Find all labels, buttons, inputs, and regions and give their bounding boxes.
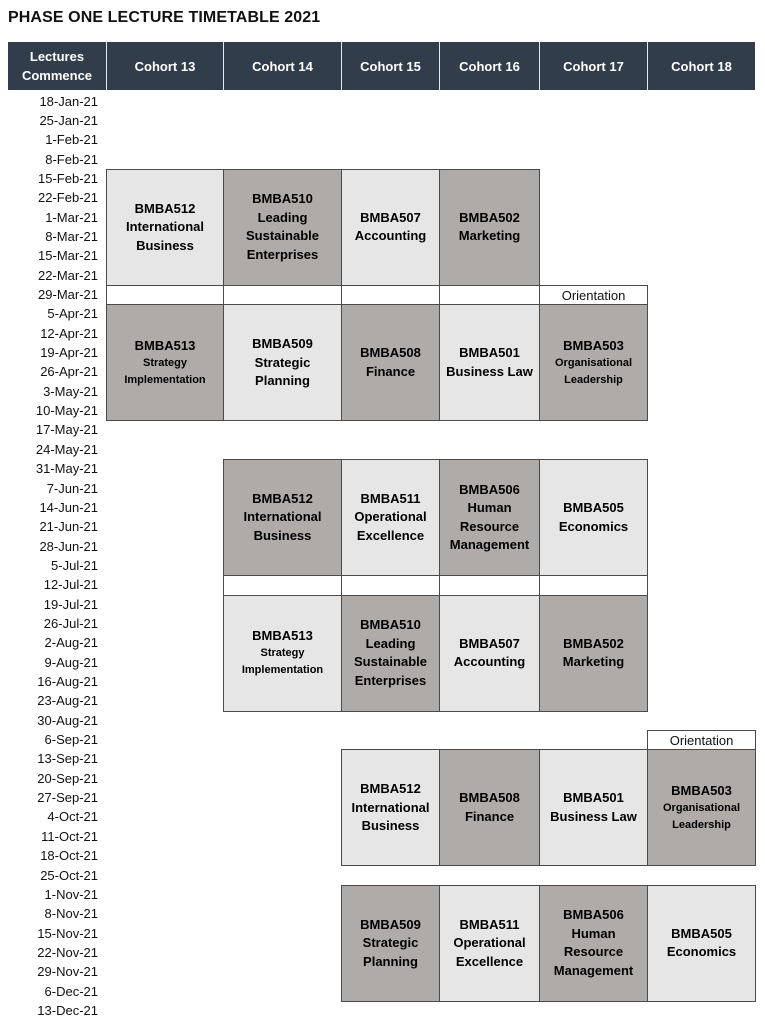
course-block [106, 169, 224, 286]
course-code: BMBA509 [360, 916, 421, 932]
date-row-label: 25-Oct-21 [40, 867, 98, 883]
course-code: BMBA507 [459, 635, 520, 651]
date-row-label: 15-Mar-21 [38, 248, 98, 264]
date-row-label: 21-Jun-21 [39, 519, 98, 535]
course-block [341, 304, 440, 421]
date-row-label: 1-Mar-21 [45, 209, 98, 225]
course-title-line: Sustainable [246, 228, 319, 244]
course-title-line: Excellence [455, 953, 524, 969]
course-block [439, 595, 540, 712]
header-cohort-16: Cohort 16 [439, 42, 539, 90]
date-row-label: 22-Nov-21 [37, 944, 98, 960]
course-title-line: Enterprises [246, 246, 319, 262]
course-title-line: Human [571, 925, 616, 941]
orientation-cell: Orientation [647, 730, 756, 750]
date-row-label: 15-Feb-21 [38, 170, 98, 186]
date-row-label: 11-Oct-21 [41, 828, 98, 844]
course-code: BMBA510 [360, 617, 421, 633]
course-code: BMBA501 [459, 345, 520, 361]
course-title-line: Leadership [564, 374, 623, 387]
date-row-label: 19-Jul-21 [43, 596, 98, 612]
course-code: BMBA511 [360, 490, 421, 506]
empty-cell [539, 575, 648, 595]
course-title-line: Organisational [662, 802, 741, 815]
date-row-label: 13-Sep-21 [37, 751, 98, 767]
empty-cell [106, 285, 224, 305]
date-row-label: 20-Sep-21 [37, 770, 98, 786]
course-code: BMBA512 [134, 200, 196, 216]
course-block [647, 885, 756, 1002]
course-title-line: Strategic [254, 354, 311, 370]
course-title-line: Business [253, 527, 312, 543]
date-row-label: 2-Aug-21 [44, 635, 98, 651]
course-title-line: Operational [453, 935, 526, 951]
course-code: BMBA510 [252, 191, 313, 207]
date-row-label: 29-Mar-21 [38, 287, 98, 302]
course-title-line: Human [467, 500, 512, 516]
date-row-label: 25-Jan-21 [39, 112, 98, 128]
empty-cell [223, 285, 342, 305]
course-title-line: Implementation [241, 664, 324, 677]
course-block [223, 304, 342, 421]
date-row-label: 12-Jul-21 [43, 577, 98, 593]
course-title-line: Strategy [260, 647, 305, 660]
date-row-label: 5-Apr-21 [47, 306, 98, 322]
course-block [106, 304, 224, 421]
header-lectures-commence [8, 42, 106, 90]
course-title-line: Planning [363, 953, 418, 969]
course-code: BMBA506 [459, 481, 520, 497]
course-title-line: Strategy [142, 357, 188, 370]
course-title-line: Business [361, 818, 420, 834]
date-row-label: 7-Jun-21 [46, 480, 98, 496]
course-title-line: Finance [464, 808, 515, 824]
course-block [539, 459, 648, 576]
course-title-line: Economics [558, 518, 629, 534]
course-title-line: International [125, 219, 204, 235]
course-title-line: Organisational [554, 357, 633, 370]
course-code: BMBA501 [563, 790, 624, 806]
course-code: BMBA511 [459, 916, 520, 932]
header-line-1: Lectures [29, 49, 85, 64]
course-block [439, 885, 540, 1002]
empty-cell [341, 575, 440, 595]
course-code: BMBA512 [252, 490, 313, 506]
course-block [439, 459, 540, 576]
course-title-line: Operational [354, 509, 427, 525]
course-code: BMBA512 [360, 781, 421, 797]
course-code: BMBA513 [134, 337, 196, 353]
date-row-label: 9-Aug-21 [44, 654, 98, 670]
date-row-label: 6-Dec-21 [44, 983, 98, 999]
date-row-label: 5-Jul-21 [51, 557, 98, 573]
course-title-line: Management [449, 537, 530, 553]
date-row-label: 31-May-21 [35, 461, 98, 477]
course-code: BMBA506 [563, 907, 624, 923]
course-title-line: Leading [365, 635, 416, 651]
date-row-label: 19-Apr-21 [40, 345, 98, 361]
date-row-label: 12-Apr-21 [40, 325, 98, 341]
course-title-line: International [243, 509, 322, 525]
course-block [539, 885, 648, 1002]
date-row-label: 28-Jun-21 [39, 538, 98, 554]
course-title-line: Strategic [362, 935, 419, 951]
course-title-line: International [351, 799, 430, 815]
course-block [223, 595, 342, 712]
date-row-label: 1-Nov-21 [44, 886, 98, 902]
date-row-label: 22-Feb-21 [38, 190, 98, 206]
header-cohort-13: Cohort 13 [106, 42, 223, 90]
course-code: BMBA503 [671, 782, 732, 798]
course-block [223, 169, 342, 286]
date-row-label: 8-Mar-21 [45, 228, 98, 244]
date-row-label: 27-Sep-21 [37, 790, 98, 806]
header-line-2: Commence [21, 68, 93, 83]
course-code: BMBA508 [459, 790, 520, 806]
course-title-line: Excellence [356, 527, 425, 543]
date-row-label: 17-May-21 [35, 422, 98, 438]
course-title-line: Business [136, 237, 194, 253]
empty-cell [439, 285, 540, 305]
date-row-label: 8-Feb-21 [45, 151, 98, 167]
course-title-line: Sustainable [354, 654, 427, 670]
date-row-label: 4-Oct-21 [47, 809, 98, 825]
course-title-line: Leading [257, 209, 308, 225]
date-row-label: 1-Feb-21 [45, 132, 98, 148]
course-block [341, 749, 440, 866]
page-title: PHASE ONE LECTURE TIMETABLE 2021 [8, 9, 321, 26]
course-block [341, 885, 440, 1002]
course-code: BMBA505 [563, 500, 624, 516]
course-code: BMBA507 [360, 209, 421, 225]
course-block [539, 595, 648, 712]
course-code: BMBA502 [459, 209, 520, 225]
course-title-line: Business Law [550, 808, 637, 824]
course-title-line: Enterprises [354, 672, 427, 688]
date-row-label: 18-Oct-21 [40, 848, 98, 864]
date-row-label: 24-May-21 [35, 441, 98, 457]
date-row-label: 22-Mar-21 [38, 267, 98, 283]
course-code: BMBA505 [671, 925, 732, 941]
course-title-line: Accounting [354, 228, 427, 244]
course-code: BMBA509 [252, 336, 313, 352]
date-row-label: 26-Apr-21 [40, 364, 98, 380]
course-block [223, 459, 342, 576]
course-title-line: Resource [563, 944, 624, 960]
empty-cell [223, 575, 342, 595]
course-title-line: Implementation [124, 374, 206, 387]
course-title-line: Finance [365, 363, 416, 379]
date-row-label: 29-Nov-21 [37, 964, 98, 980]
date-row-label: 10-May-21 [35, 403, 98, 419]
course-block [539, 749, 648, 866]
course-title-line: Leadership [672, 819, 731, 832]
date-row-label: 8-Nov-21 [44, 906, 98, 922]
course-block [647, 749, 756, 866]
header-cohort-14: Cohort 14 [223, 42, 341, 90]
course-block [341, 595, 440, 712]
empty-cell [439, 575, 540, 595]
course-block [341, 459, 440, 576]
course-block [539, 304, 648, 421]
header-cohort-17: Cohort 17 [539, 42, 647, 90]
header-cohort-15: Cohort 15 [341, 42, 439, 90]
course-code: BMBA503 [563, 337, 624, 353]
course-title-line: Planning [255, 373, 310, 389]
course-title-line: Business Law [446, 363, 533, 379]
course-title-line: Marketing [458, 228, 521, 244]
date-row-label: 6-Sep-21 [44, 732, 98, 748]
date-row-label: 18-Jan-21 [39, 93, 98, 109]
course-block [439, 749, 540, 866]
date-row-label: 3-May-21 [43, 383, 98, 399]
course-code: BMBA513 [252, 627, 313, 643]
date-row-label: 13-Dec-21 [37, 1002, 98, 1018]
course-block [341, 169, 440, 286]
date-row-label: 30-Aug-21 [37, 712, 98, 728]
course-block [439, 169, 540, 286]
course-title-line: Economics [666, 944, 737, 960]
course-code: BMBA502 [563, 635, 624, 651]
course-code: BMBA508 [360, 345, 421, 361]
empty-cell [341, 285, 440, 305]
course-title-line: Accounting [453, 654, 526, 670]
course-block [439, 304, 540, 421]
orientation-cell: Orientation [539, 285, 648, 305]
course-title-line: Marketing [562, 654, 625, 670]
date-row-label: 14-Jun-21 [39, 499, 98, 515]
date-row-label: 26-Jul-21 [43, 615, 98, 631]
date-row-label: 16-Aug-21 [37, 674, 98, 689]
date-row-label: 23-Aug-21 [37, 693, 98, 709]
course-title-line: Management [553, 962, 634, 978]
course-title-line: Resource [459, 518, 520, 534]
date-row-label: 15-Nov-21 [37, 925, 98, 941]
header-cohort-18: Cohort 18 [647, 42, 755, 90]
